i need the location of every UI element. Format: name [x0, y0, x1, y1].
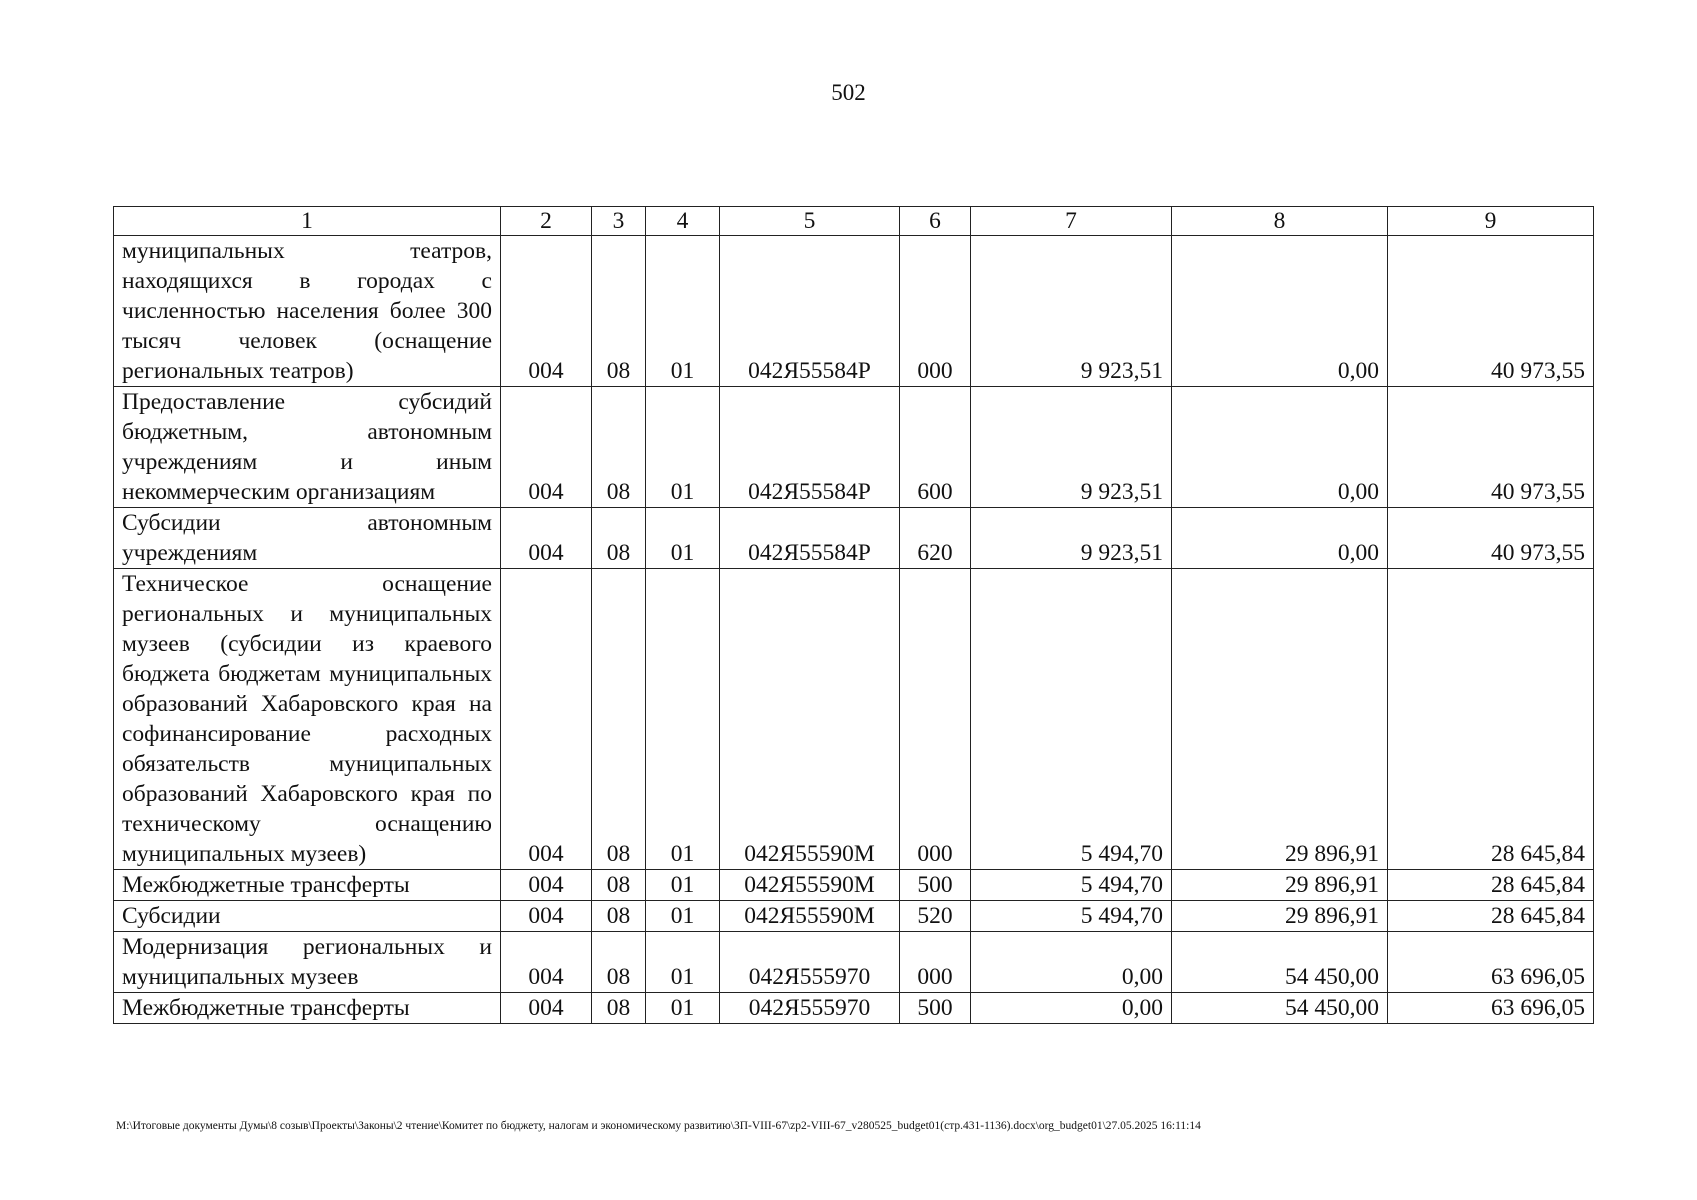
- column-header: 4: [646, 207, 720, 236]
- table-row: [114, 901, 1594, 932]
- cell-col4: 01: [646, 932, 720, 993]
- row-name: муниципальных театров, находящихся в городах с численностью населения более 300 тысяч человек (оснащение региональных театров): [114, 236, 501, 387]
- cell-col5: 042Я55584Р: [720, 508, 900, 569]
- cell-col9: 28 645,84: [1388, 569, 1594, 870]
- column-header: 5: [720, 207, 900, 236]
- cell-col3: 08: [592, 387, 646, 508]
- row-name: Субсидии автономным учреждениям: [114, 508, 501, 569]
- cell-col2: 004: [501, 387, 592, 508]
- cell-col3: 08: [592, 236, 646, 387]
- table-header-row: [114, 207, 1594, 236]
- cell-col6: 000: [900, 932, 971, 993]
- cell-col5: 042Я55590М: [720, 569, 900, 870]
- cell-col3: 08: [592, 569, 646, 870]
- cell-col7: 9 923,51: [971, 236, 1172, 387]
- cell-col7: 0,00: [971, 932, 1172, 993]
- table-row: [114, 387, 1594, 508]
- cell-col8: 54 450,00: [1172, 993, 1388, 1024]
- cell-col6: 620: [900, 508, 971, 569]
- cell-col4: 01: [646, 236, 720, 387]
- cell-col4: 01: [646, 387, 720, 508]
- cell-col4: 01: [646, 508, 720, 569]
- cell-col4: 01: [646, 569, 720, 870]
- table-row: [114, 993, 1594, 1024]
- cell-col5: 042Я555970: [720, 993, 900, 1024]
- column-header: 9: [1388, 207, 1594, 236]
- table-row: [114, 932, 1594, 993]
- cell-col6: 500: [900, 993, 971, 1024]
- cell-col6: 000: [900, 569, 971, 870]
- cell-col5: 042Я555970: [720, 932, 900, 993]
- cell-col6: 500: [900, 870, 971, 901]
- table-row: [114, 508, 1594, 569]
- cell-col3: 08: [592, 508, 646, 569]
- row-name: Межбюджетные трансферты: [114, 993, 501, 1024]
- cell-col2: 004: [501, 932, 592, 993]
- column-header: 8: [1172, 207, 1388, 236]
- cell-col3: 08: [592, 901, 646, 932]
- row-name: Межбюджетные трансферты: [114, 870, 501, 901]
- cell-col6: 600: [900, 387, 971, 508]
- cell-col9: 63 696,05: [1388, 932, 1594, 993]
- cell-col5: 042Я55584Р: [720, 387, 900, 508]
- cell-col6: 000: [900, 236, 971, 387]
- cell-col7: 9 923,51: [971, 387, 1172, 508]
- cell-col4: 01: [646, 870, 720, 901]
- page-number: 502: [831, 80, 866, 105]
- cell-col3: 08: [592, 870, 646, 901]
- row-name: Модернизация региональных и муниципальных музеев: [114, 932, 501, 993]
- cell-col2: 004: [501, 236, 592, 387]
- cell-col7: 5 494,70: [971, 901, 1172, 932]
- row-name: Техническое оснащение региональных и муниципальных музеев (субсидии из краевого бюджета бюджетам муниципальных образований Хабаровского края на софинансирование расходных обязательств муниципальных образований Хабаровского края по техническому оснащению муниципальных музеев): [114, 569, 501, 870]
- cell-col2: 004: [501, 993, 592, 1024]
- cell-col9: 63 696,05: [1388, 993, 1594, 1024]
- cell-col7: 0,00: [971, 993, 1172, 1024]
- cell-col7: 5 494,70: [971, 870, 1172, 901]
- cell-col8: 0,00: [1172, 387, 1388, 508]
- cell-col4: 01: [646, 901, 720, 932]
- cell-col7: 9 923,51: [971, 508, 1172, 569]
- row-name: Субсидии: [114, 901, 501, 932]
- cell-col5: 042Я55590М: [720, 870, 900, 901]
- table-row: [114, 569, 1594, 870]
- cell-col7: 5 494,70: [971, 569, 1172, 870]
- table-row: [114, 236, 1594, 387]
- cell-col3: 08: [592, 932, 646, 993]
- cell-col9: 40 973,55: [1388, 508, 1594, 569]
- cell-col5: 042Я55590М: [720, 901, 900, 932]
- cell-col5: 042Я55584Р: [720, 236, 900, 387]
- table-row: [114, 870, 1594, 901]
- cell-col9: 40 973,55: [1388, 236, 1594, 387]
- column-header: 1: [114, 207, 501, 236]
- cell-col2: 004: [501, 569, 592, 870]
- cell-col8: 0,00: [1172, 236, 1388, 387]
- column-header: 3: [592, 207, 646, 236]
- cell-col8: 54 450,00: [1172, 932, 1388, 993]
- cell-col2: 004: [501, 508, 592, 569]
- file-path-footer: M:\Итоговые документы Думы\8 созыв\Проекты\Законы\2 чтение\Комитет по бюджету, налогам и экономическому развитию\ЗП-VIII-67\zp2-VIII-67_v280525_budget01(стр.431-1136).docx\org_budget01\27.05.2025 16:11:14: [116, 1120, 1201, 1132]
- cell-col8: 0,00: [1172, 508, 1388, 569]
- budget-table: [113, 206, 1594, 1024]
- cell-col8: 29 896,91: [1172, 870, 1388, 901]
- cell-col2: 004: [501, 870, 592, 901]
- cell-col3: 08: [592, 993, 646, 1024]
- column-header: 2: [501, 207, 592, 236]
- column-header: 6: [900, 207, 971, 236]
- cell-col9: 28 645,84: [1388, 870, 1594, 901]
- row-name: Предоставление субсидий бюджетным, автономным учреждениям и иным некоммерческим организациям: [114, 387, 501, 508]
- cell-col6: 520: [900, 901, 971, 932]
- cell-col9: 28 645,84: [1388, 901, 1594, 932]
- cell-col8: 29 896,91: [1172, 569, 1388, 870]
- cell-col9: 40 973,55: [1388, 387, 1594, 508]
- cell-col8: 29 896,91: [1172, 901, 1388, 932]
- column-header: 7: [971, 207, 1172, 236]
- cell-col2: 004: [501, 901, 592, 932]
- cell-col4: 01: [646, 993, 720, 1024]
